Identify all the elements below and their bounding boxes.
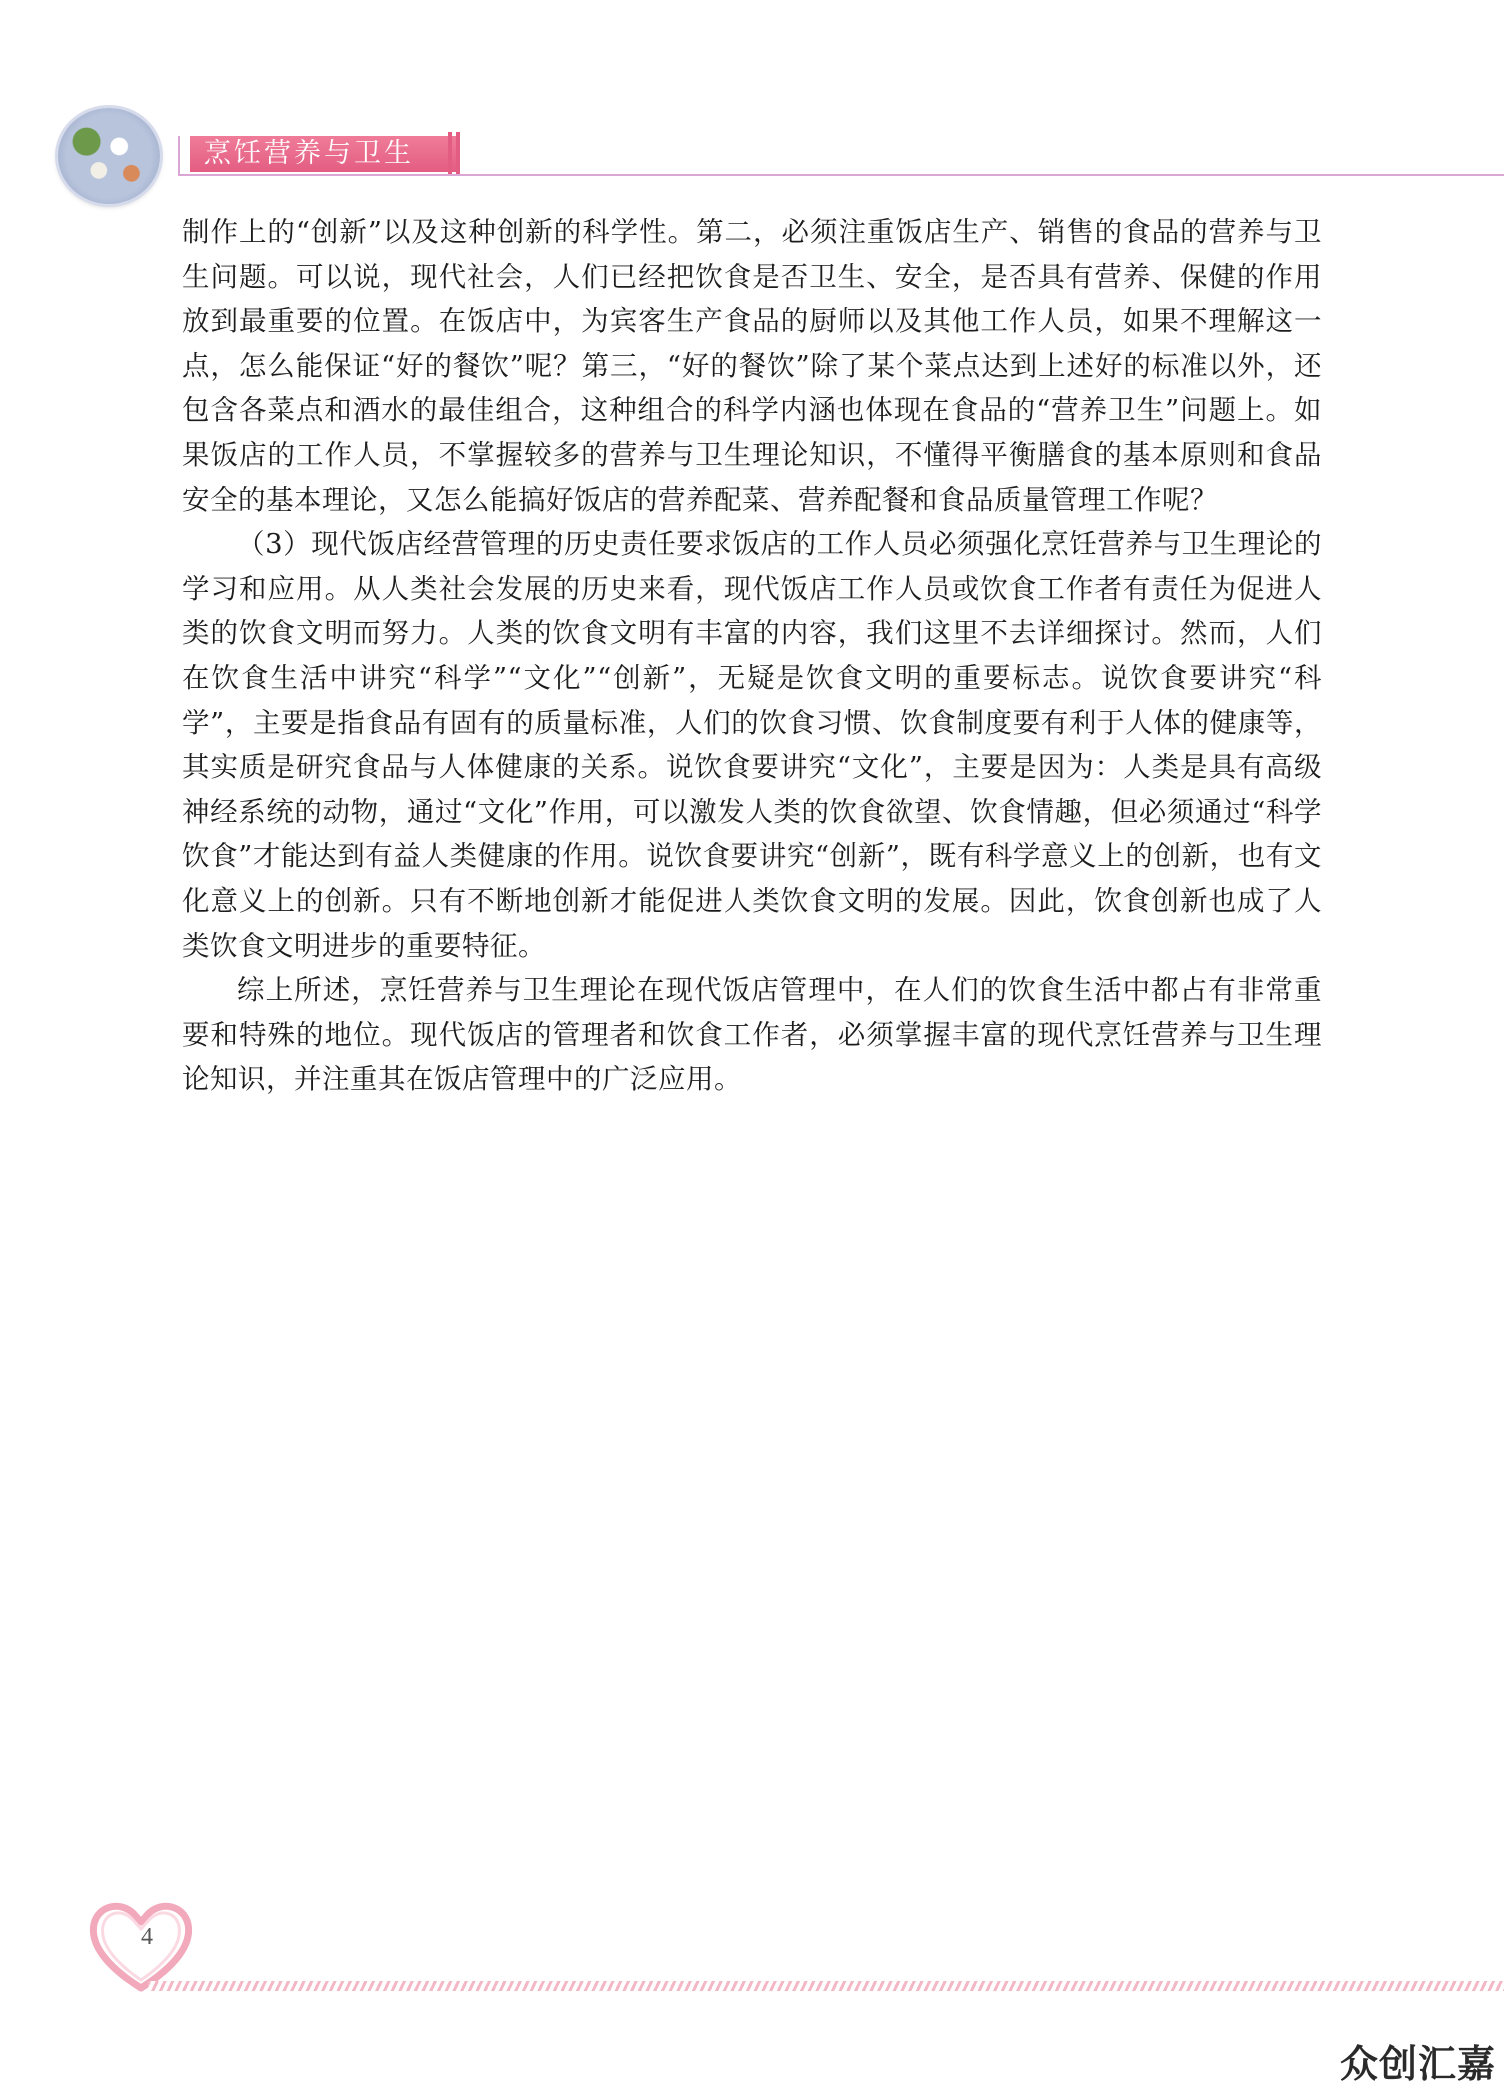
footer-stripes [148,1981,1504,1991]
body-text [182,210,1322,1102]
paragraph-1: 制作上的“创新”以及这种创新的科学性。第二，必须注重饭店生产、销售的食品的营养与卫生问题。可以说，现代社会，人们已经把饮食是否卫生、安全，是否具有营养、保健的作用放到最重要的位置。在饭店中，为宾客生产食品的厨师以及其他工作人员，如果不理解这一点，怎么能保证“好的餐饮”呢？第三，“好的餐饮”除了某个菜点达到上述好的标准以外，还包含各菜点和酒水的最佳组合，这种组合的科学内涵也体现在食品的“营养卫生”问题上。如果饭店的工作人员，不掌握较多的营养与卫生理论知识，不懂得平衡膳食的基本原则和食品安全的基本理论，又怎么能搞好饭店的营养配菜、营养配餐和食品质量管理工作呢？ [182,216,1322,516]
page-number: 4 [141,1924,153,1950]
header-food-photo [58,108,160,204]
paragraph-3: 综上所述，烹饪营养与卫生理论在现代饭店管理中，在人们的饮食生活中都占有非常重要和特殊的地位。现代饭店的管理者和饮食工作者，必须掌握丰富的现代烹饪营养与卫生理论知识，并注重其在饭店管理中的广泛应用。 [182,974,1322,1096]
header-stripes [448,132,468,174]
watermark-text: 众创汇嘉 [1339,2042,1496,2086]
header-rule [178,174,1504,176]
paragraph-2: （3）现代饭店经营管理的历史责任要求饭店的工作人员必须强化烹饪营养与卫生理论的学习和应用。从人类社会发展的历史来看，现代饭店工作人员或饮食工作者有责任为促进人类的饮食文明而努力。人类的饮食文明有丰富的内容，我们这里不去详细探讨。然而，人们在饮食生活中讲究“科学”“文化”“创新”，无疑是饮食文明的重要标志。说饮食要讲究“科学”，主要是指食品有固有的质量标准，人们的饮食习惯、饮食制度要有利于人体的健康等，其实质是研究食品与人体健康的关系。说饮食要讲究“文化”，主要是因为：人类是具有高级神经系统的动物，通过“文化”作用，可以激发人类的饮食欲望、饮食情趣，但必须通过“科学饮食”才能达到有益人类健康的作用。说饮食要讲究“创新”，既有科学意义上的创新，也有文化意义上的创新。只有不断地创新才能促进人类饮食文明的发展。因此，饮食创新也成了人类饮食文明进步的重要特征。 [182,528,1322,962]
header-title-bar [190,136,458,172]
header-rule-left [178,136,180,176]
running-header-title: 烹饪营养与卫生 [204,138,414,169]
